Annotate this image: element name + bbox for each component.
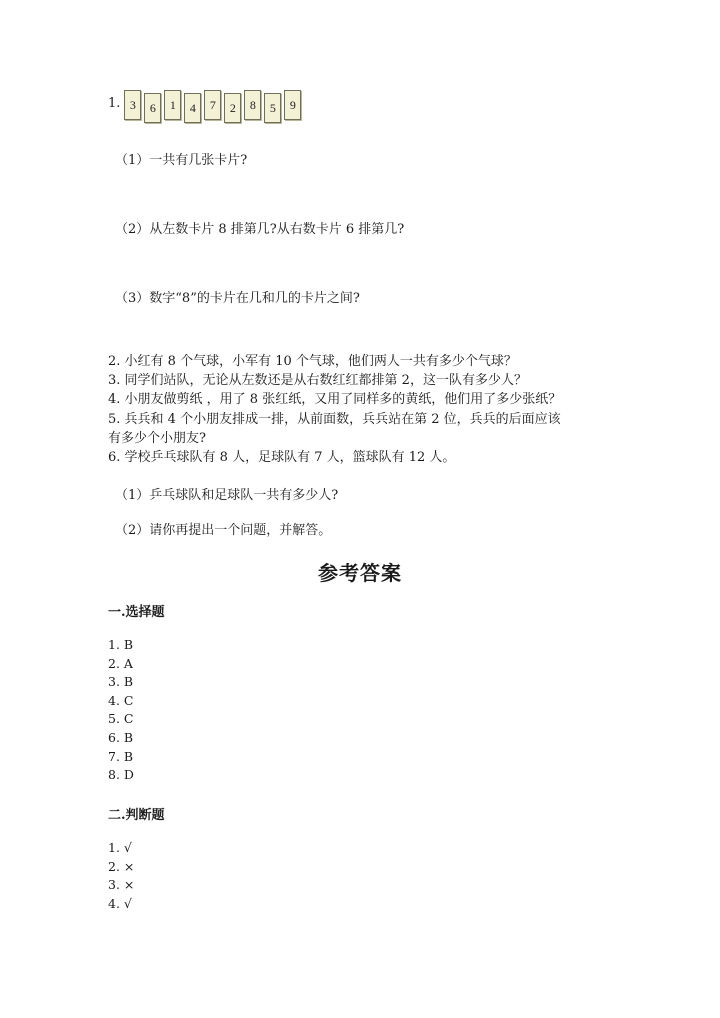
answer-item: 1. B	[108, 637, 134, 652]
number-card: 7	[204, 90, 221, 120]
number-card: 1	[164, 90, 181, 120]
section-heading-choice: 一.选择题	[108, 605, 165, 620]
judgement-answers-list	[108, 839, 134, 913]
answer-item: 8. D	[108, 767, 134, 783]
question-6-sub-1: （1）乒乓球队和足球队一共有多少人?	[115, 488, 339, 503]
question-1	[108, 90, 301, 123]
answer-item: 5. C	[108, 711, 134, 727]
question-1-sub-3: （3）数字“8”的卡片在几和几的卡片之间?	[115, 291, 360, 306]
section-heading-judgement: 二.判断题	[108, 808, 165, 823]
number-card: 4	[184, 93, 201, 123]
answer-item: 3. B	[108, 674, 134, 690]
choice-answers-list	[108, 636, 134, 785]
number-cards	[124, 90, 301, 123]
number-card: 5	[264, 93, 281, 123]
question-2: 2. 小红有 8 个气球，小军有 10 个气球，他们两人一共有多少个气球？	[108, 354, 517, 369]
answer-item: 6. B	[108, 729, 134, 745]
answer-item: 1. √	[108, 840, 132, 855]
question-6-sub-2: （2）请你再提出一个问题，并解答。	[115, 523, 332, 538]
number-card: 3	[124, 90, 141, 120]
answer-item: 4. √	[108, 895, 132, 911]
answer-item: 2. A	[108, 655, 133, 671]
question-5: 5. 兵兵和 4 个小朋友排成一排，从前面数，兵兵站在第 2 位，兵兵的后面应该	[108, 412, 561, 427]
answer-item: 4. C	[108, 692, 134, 708]
number-card: 2	[224, 93, 241, 123]
number-card: 9	[284, 90, 301, 120]
question-5-continued: 有多少个小朋友?	[108, 431, 206, 446]
question-6: 6. 学校乒乓球队有 8 人，足球队有 7 人，篮球队有 12 人。	[108, 450, 456, 465]
answer-title: 参考答案	[318, 561, 402, 585]
question-3: 3. 同学们站队，无论从左数还是从右数红红都排第 2，这一队有多少人？	[108, 373, 527, 388]
question-1-sub-2: （2）从左数卡片 8 排第几?从右数卡片 6 排第几?	[115, 222, 405, 237]
answer-item: 2. ×	[108, 858, 135, 874]
number-card: 6	[144, 93, 161, 123]
answer-item: 7. B	[108, 748, 134, 764]
answer-item: 3. ×	[108, 877, 135, 893]
question-4: 4. 小朋友做剪纸 ，用了 8 张红纸，又用了同样多的黄纸，他们用了多少张纸？	[108, 392, 562, 407]
question-1-number: 1.	[108, 96, 121, 111]
question-1-sub-1: （1）一共有几张卡片?	[115, 153, 248, 168]
number-card: 8	[244, 90, 261, 120]
